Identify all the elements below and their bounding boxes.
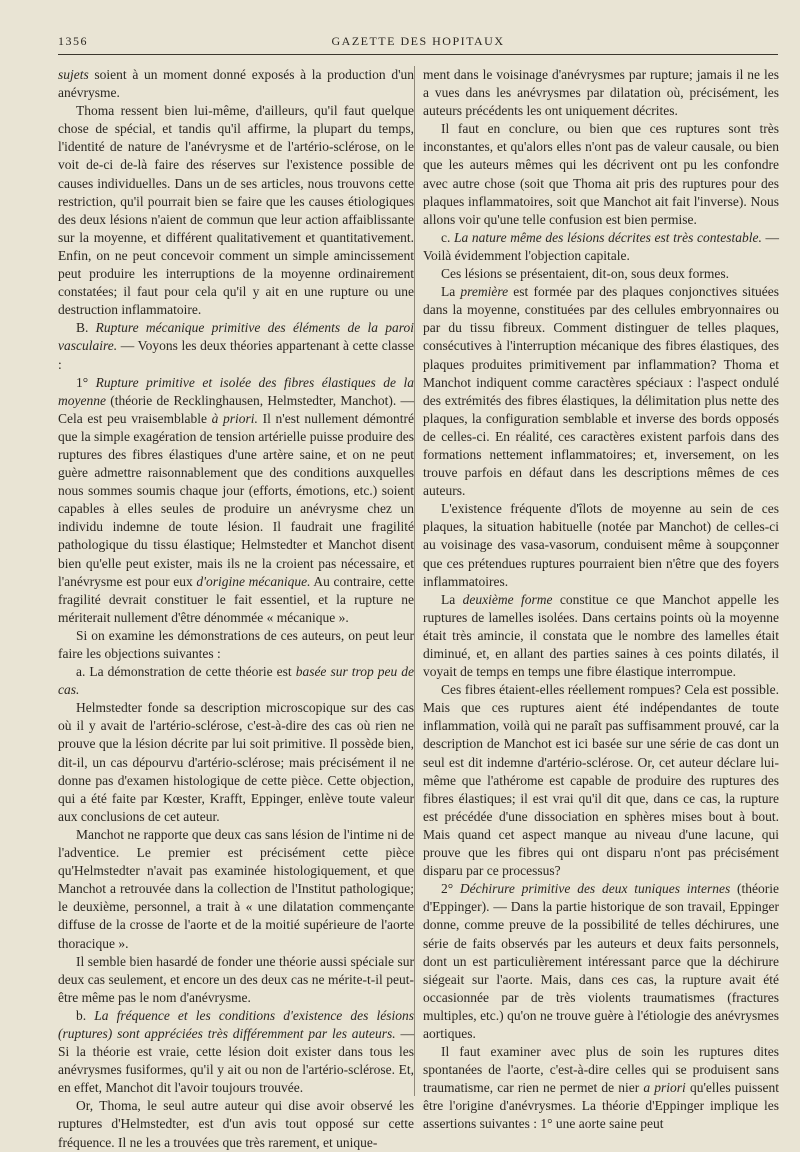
- italic-text: deuxième forme: [462, 591, 553, 607]
- paragraph: [58, 699, 414, 826]
- paragraph: [58, 953, 414, 1007]
- paragraph: [58, 319, 414, 373]
- text-run: ment dans le voisinage d'anévrysmes par rupture; jamais il ne les a vues dans les anévrysmes par dilatation où, précisément, les auteurs précédents les ont uniquement décrites.: [423, 67, 779, 119]
- text-run: qu'elles puissent être l'origine d'anévrysmes. La théorie d'Eppinger implique les assertions suivantes : 1° une aorte saine peut: [423, 1080, 779, 1132]
- text-run: La: [441, 591, 463, 607]
- text-run: 1°: [76, 374, 96, 390]
- paragraph: [423, 283, 779, 500]
- text-run: Manchot ne rapporte que deux cas sans lésion de l'intime ni de l'adventice. Le premier est précisément cette pièce qu'Helmstedter n'avait pas examinée histologiquement, et que Manchot a retrouvée dans la collection de l'Institut pathologique; le deuxième, personnel, a trait à « une dilatation commençante diffuse de la crosse de l'aorte et de la moitié supérieure de l'aorte thoracique ».: [58, 826, 414, 951]
- paragraph: [423, 120, 779, 229]
- italic-text: première: [460, 284, 509, 300]
- paragraph: [58, 374, 414, 627]
- text-run: Si on examine les démonstrations de ces auteurs, on peut leur faire les objections suivantes :: [58, 627, 414, 661]
- paragraph: [58, 1097, 414, 1151]
- italic-text: Déchirure primitive des deux tuniques internes: [459, 881, 731, 897]
- text-run: Thoma ressent bien lui-même, d'ailleurs, qu'il faut quelque chose de spécial, et tandis qu'il affirme, la plupart du temps, l'identité de nature de l'anévrysme et de l'artério-sclérose, on le voit de-ci de-là faire des réserves sur l'existence possible de causes individuelles. Dans un de ses articles, nous trouvons cette restriction, qu'il pourrait bien se faire que les causes étiologiques des deux lésions n'aient de commun que leur action affaiblissante sur la moyenne, et différent qualitativement et quantitativement. Enfin, on ne peut concevoir comment un simple amincissement peut produire les interruptions de la moyenne ordinairement constatées; il faut pour cela qu'il y ait en une rupture ou une destruction inflammatoire.: [58, 103, 414, 318]
- paragraph: [58, 663, 414, 699]
- paragraph: [423, 500, 779, 590]
- left-column: [58, 66, 414, 1152]
- paragraph: [58, 627, 414, 663]
- paragraph: [423, 66, 779, 120]
- text-run: b.: [76, 1007, 95, 1023]
- text-run: L'existence fréquente d'îlots de moyenne au sein de ces plaques, la situation habituelle (notée par Manchot) de celles-ci au voisinage des vasa-vasorum, conduisent même à soupçonner que ces prétendues ruptures pourraient bien n'être que des foyers inflammatoires.: [423, 501, 779, 589]
- text-run: (théorie d'Eppinger). — Dans la partie historique de son travail, Eppinger donne, comme preuve de la possibilité de telles déchirures, une série de faits observés par les auteurs et deux faits personnels, dont un est particulièrement intéressant parce que la déchirure siégeait sur l'aorte. Mais, dans ces cas, la rupture avait été occasionnée par de très violents traumatismes (fractures multiples, etc.) qu'on ne trouve guère à l'étiologie des anévrysmes aortiques.: [423, 881, 779, 1041]
- paragraph: [423, 265, 779, 283]
- text-run: — Voilà évidemment l'objection capitale.: [423, 229, 779, 263]
- paragraph: [423, 880, 779, 1043]
- text-run: — Si la théorie est vraie, cette lésion doit exister dans tous les anévrysmes fusiformes, qu'il y ait ou non de l'artério-sclérose. Et, en effet, Manchot dit l'avoir toujours trouvée.: [58, 1025, 414, 1096]
- paragraph: [423, 681, 779, 880]
- text-run: Il faut examiner avec plus de soin les ruptures dites spontanées de l'aorte, c'est-à-dire celles qui se produisent sans traumatisme, car rien ne permet de nier: [423, 1044, 779, 1096]
- italic-text: sujets: [58, 67, 89, 82]
- paragraph: [423, 591, 779, 681]
- text-run: Helmstedter fonde sa description microscopique sur des cas où il y avait de l'artério-sclérose, c'est-à-dire des cas où rien ne prouve que la lésion décrite par lui soit primitive. Il possède bien, dit-il, un cas dépourvu d'artério-sclérose; mais précisément il ne donne pas d'examen histologique de cette pièce. Cette objection, qui a été faite par Kœster, Krafft, Eppinger, enlève toute valeur aux conclusions de cet auteur.: [58, 700, 414, 824]
- text-run: (théorie de Recklinghausen, Helmstedter, Manchot). — Cela est peu vraisemblable: [58, 392, 414, 426]
- paragraph: [58, 102, 414, 319]
- paragraph: [58, 826, 414, 953]
- text-run: Il faut en conclure, ou bien que ces ruptures sont très inconstantes, et qu'alors elles n'ont pas de valeur causale, ou bien que les auteurs mêmes qui les décrivent ont pu les confondre avec autre chose (soit que Thoma ait pris des ruptures pour des plaques inflammatoires, soit que Manchot ait fait l'inverse). Nous allons voir qu'une telle confusion est bien permise.: [423, 121, 779, 227]
- text-run: La: [441, 284, 461, 300]
- text-run: Ces fibres étaient-elles réellement rompues? Cela est possible. Mais que ces ruptures aient été indépendantes de toute inflammation, voilà qui ne paraît pas suffisamment prouvé, car la description de Manchot est ici basée sur une série de cas dont un seul est dit indemne d'artério-sclérose. Or, cet auteur déclare lui-même que l'athérome est capable de produire des ruptures des fibres élastiques; il est vrai qu'il dit que, dans ce cas, la rupture est précédée d'une dissociation en sphères mises bout à bout. Mais quand cet aspect manque au niveau d'une lacune, qui prouve que les fibres qui ont disparu n'ont pas précisément disparu par ce processus?: [423, 682, 779, 879]
- text-run: soient à un moment donné exposés à la production d'un anévrysme.: [58, 67, 414, 101]
- italic-text: basée sur trop peu de cas.: [58, 664, 414, 698]
- text-run: Il semble bien hasardé de fonder une théorie aussi spéciale sur deux cas seulement, et encore un des deux cas ne mérite-t-il peut-être même pas le nom d'anévrysme.: [58, 953, 414, 1005]
- text-run: Or, Thoma, le seul autre auteur qui dise avoir observé les ruptures d'Helmstedter, est d'un avis tout opposé sur cette fréquence. Il ne les a trouvées que très rarement, et unique-: [58, 1098, 414, 1150]
- text-run: — Voyons les deux théories appartenant à cette classe :: [58, 338, 414, 372]
- text-run: Ces lésions se présentaient, dit-on, sous deux formes.: [441, 266, 729, 282]
- text-run: 2°: [441, 881, 460, 897]
- paragraph: [58, 66, 414, 102]
- column-divider: [414, 66, 415, 1096]
- text-run: constitue ce que Manchot appelle les ruptures de lamelles isolées. Dans certains points où la moyenne était très amincie, il constata que le nombre des lamelles était diminué, et, en allant des parties saines à ces points dilatés, il voyait de temps en temps une fibre élastique interrompue.: [423, 591, 779, 680]
- paragraph: [58, 1007, 414, 1097]
- italic-text: La nature même des lésions décrites est très contestable.: [454, 229, 762, 245]
- italic-text: a priori: [643, 1080, 686, 1096]
- journal-title: GAZETTE DES HOPITAUX: [331, 34, 505, 48]
- text-run: c.: [441, 229, 454, 245]
- paragraph: [423, 229, 779, 265]
- italic-text: Rupture mécanique primitive des éléments de la paroi vasculaire.: [58, 320, 414, 354]
- text-run: a. La démonstration de cette théorie est: [76, 664, 296, 680]
- italic-text: d'origine mécanique.: [196, 573, 311, 589]
- text-run: est formée par des plaques conjonctives situées dans la moyenne, constituées par des cellules embryonnaires ou par du tissu fibreux. Comment distinguer de telles plaques, consécutives à l'interruption mécanique des fibres élastiques, des plaques produites primitivement par inflammation? Thoma et Manchot indiquent comme caractères spéciaux : l'aspect ondulé des extrémités des fibres élastiques, la délimitation plus nette des plaques, la configuration semblable et inverse des bords opposés de celles-ci. En réalité, ces caractères existent parfois dans des formations nettement inflammatoires; et, inversement, on les trouve parfois en défaut dans les descriptions mêmes de ces auteurs.: [423, 284, 779, 499]
- italic-text: La fréquence et les conditions d'existence des lésions (ruptures) sont appréciées très différemment par les auteurs.: [58, 1007, 414, 1041]
- page-header: [58, 34, 778, 52]
- right-column: [423, 66, 779, 1134]
- text-run: B.: [76, 320, 96, 336]
- header-rule: [58, 54, 778, 55]
- paragraph: [423, 1043, 779, 1133]
- italic-text: Rupture primitive et isolée des fibres élastiques de la moyenne: [58, 374, 414, 408]
- italic-text: à priori.: [211, 410, 258, 426]
- page-number: 1356: [58, 34, 88, 48]
- text-run: Au contraire, cette fragilité devrait constituer le fait essentiel, et la rupture ne mériterait nullement d'être dénommée « mécanique ».: [58, 573, 414, 625]
- text-run: Il n'est nullement démontré que la simple exagération de tension artérielle puisse produire des ruptures des fibres élastiques d'une artère saine, et on ne peut guère admettre raisonnablement que des conditions auxquelles nous sommes soumis chaque jour (efforts, émotions, etc.) soient capables à elles seules de produire un anévrysme chez un individu indemne de toute lésion. Il faudrait une fragilité pathologique du tissu élastique; Helmstedter et Manchot disent bien qu'elle peut exister, mais ils ne la croient pas nécessaire, et l'anévrysme est pour eux: [58, 410, 414, 589]
